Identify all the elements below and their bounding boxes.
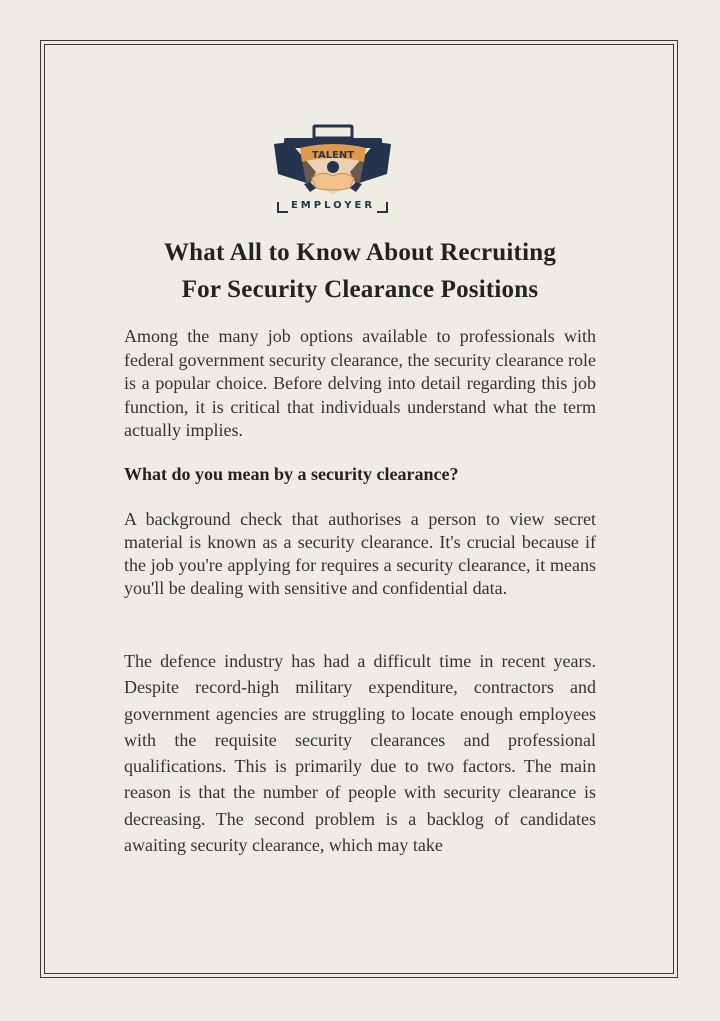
section-heading: What do you mean by a security clearance? (124, 464, 459, 484)
logo-brand-bottom: EMPLOYER (290, 200, 376, 211)
page-title (100, 234, 620, 308)
talent-employer-logo (270, 122, 395, 222)
page-title-line-2: For Security Clearance Positions (181, 276, 539, 303)
logo-brand-top: TALENT (311, 150, 355, 161)
briefcase-handshake-icon (270, 122, 395, 222)
industry-paragraph: The defence industry has had a difficult time in recent years. Despite record-high military expenditure, contractors and government agencies are struggling to locate enough employees with the requisite security clearances and professional qualifications. This is primarily due to two factors. The main reason is that the number of people with security clearance is decreasing. The second problem is a backlog of candidates awaiting security clearance, which may take (124, 651, 596, 856)
definition-paragraph: A background check that authorises a person to view secret material is known as a security clearance. It's crucial because if the job you're applying for requires a security clearance, it means you'll be dealing with sensitive and confidential data. (124, 509, 596, 598)
page-title-line-1: What All to Know About Recruiting (163, 239, 557, 266)
intro-paragraph: Among the many job options available to professionals with federal government security clearance, the security clearance role is a popular choice. Before delving into detail regarding this job function, it is critical that individuals understand what the term actually implies. (124, 326, 596, 440)
